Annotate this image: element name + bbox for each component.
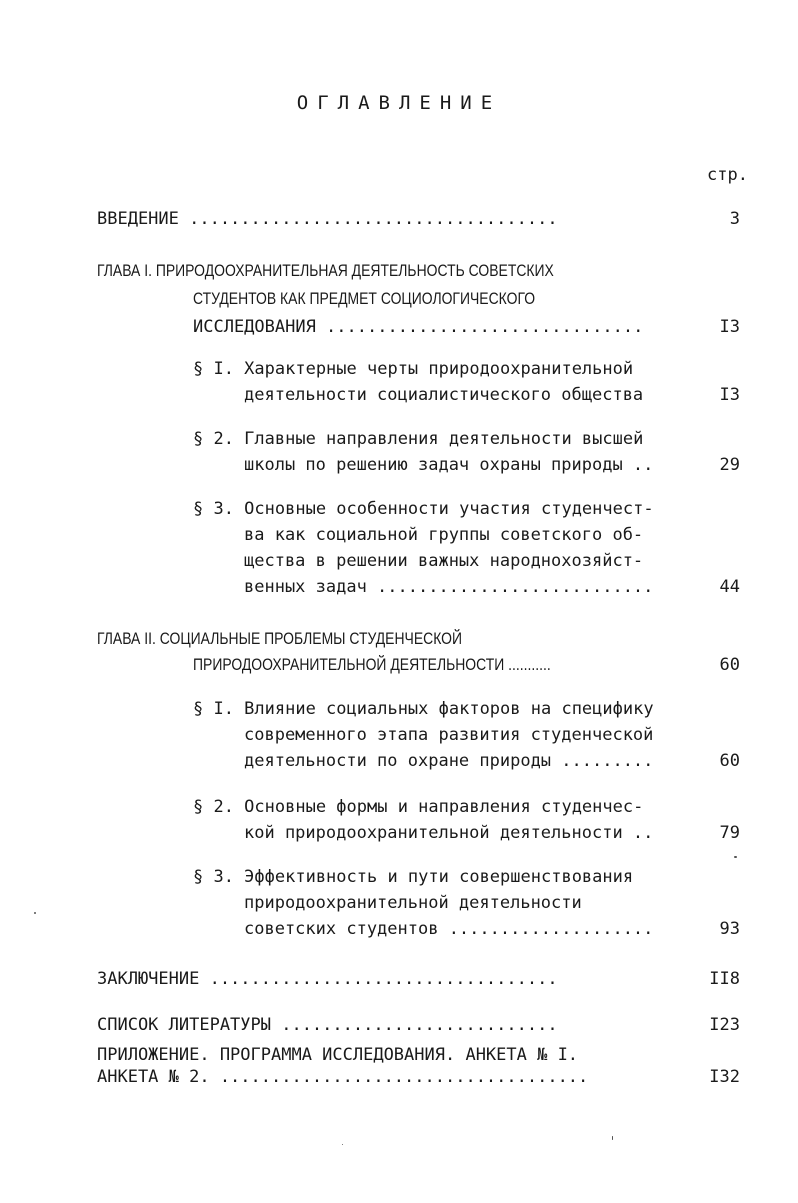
toc-entry-ch1s2-line2: школы по решению задач охраны природы .. [244, 455, 654, 475]
toc-entry-ch1s2-line1: § 2. Главные направления деятельности высшей [193, 429, 644, 449]
toc-page-ch1: I3 [719, 317, 740, 337]
scan-speck [34, 912, 36, 914]
toc-page-appendix: I32 [709, 1067, 740, 1087]
toc-page-ch1s2: 29 [719, 455, 740, 475]
toc-page-ch2s3: 93 [719, 919, 740, 939]
toc-entry-ch1-line3: ИССЛЕДОВАНИЯ ............................... [193, 317, 644, 337]
toc-page-intro: 3 [729, 209, 740, 229]
scan-speck [342, 1144, 343, 1145]
toc-entry-ch2s2-line2: кой природоохранительной деятельности .. [244, 823, 654, 843]
toc-entry-ch2-line2: ПРИРОДООХРАНИТЕЛЬНОЙ ДЕЯТЕЛЬНОСТИ ........... [193, 655, 551, 674]
page-title: ОГЛАВЛЕНИЕ [296, 92, 502, 114]
toc-page-literature: I23 [709, 1015, 740, 1035]
toc-entry-ch2s2-line1: § 2. Основные формы и направления студенчес- [193, 797, 644, 817]
toc-entry-ch2s3-line2: природоохранительной деятельности [244, 893, 582, 913]
toc-entry-ch2-line1: ГЛАВА II. СОЦИАЛЬНЫЕ ПРОБЛЕМЫ СТУДЕНЧЕСКОЙ [97, 629, 463, 648]
toc-entry-intro: ВВЕДЕНИЕ .................................... [97, 209, 558, 229]
toc-entry-ch1s3-line1: § 3. Основные особенности участия студенчест- [193, 499, 654, 519]
toc-entry-ch2s1-line3: деятельности по охране природы ......... [244, 751, 654, 771]
toc-page-ch2s2: 79 [719, 823, 740, 843]
toc-page-ch2: 60 [719, 655, 740, 675]
toc-entry-ch2s3-line3: советских студентов .................... [244, 919, 654, 939]
scan-speck [734, 856, 737, 858]
toc-page-ch2s1: 60 [719, 751, 740, 771]
toc-entry-ch2s1-line2: современного этапа развития студенческой [244, 725, 654, 745]
toc-page-ch1s3: 44 [719, 577, 740, 597]
toc-entry-ch1s3-line2: ва как социальной группы советского об- [244, 525, 644, 545]
toc-page-conclusion: II8 [709, 969, 740, 989]
toc-page-ch1s1: I3 [719, 385, 740, 405]
toc-entry-ch1s3-line3: щества в решении важных народнохозяйст- [244, 551, 644, 571]
scan-speck [612, 1136, 613, 1140]
toc-entry-ch1s1-line2: деятельности социалистического общества [244, 385, 644, 405]
toc-entry-ch2s3-line1: § 3. Эффективность и пути совершенствования [193, 867, 634, 887]
toc-entry-appendix-line2: АНКЕТА № 2. .................................... [97, 1067, 589, 1087]
toc-entry-conclusion: ЗАКЛЮЧЕНИЕ .................................. [97, 969, 558, 989]
toc-entry-ch1-line2: СТУДЕНТОВ КАК ПРЕДМЕТ СОЦИОЛОГИЧЕСКОГО [193, 289, 536, 308]
toc-entry-ch1s3-line4: венных задач ........................... [244, 577, 654, 597]
toc-entry-ch2s1-line1: § I. Влияние социальных факторов на специфику [193, 699, 654, 719]
page-column-label: стр. [707, 165, 748, 185]
toc-entry-ch1-line1: ГЛАВА I. ПРИРОДООХРАНИТЕЛЬНАЯ ДЕЯТЕЛЬНОСТЬ СОВЕТСКИХ [97, 261, 554, 280]
toc-entry-ch1s1-line1: § I. Характерные черты природоохранительной [193, 359, 634, 379]
toc-entry-appendix-line1: ПРИЛОЖЕНИЕ. ПРОГРАММА ИССЛЕДОВАНИЯ. АНКЕТА № I. [97, 1045, 579, 1065]
toc-entry-literature: СПИСОК ЛИТЕРАТУРЫ ........................... [97, 1015, 558, 1035]
